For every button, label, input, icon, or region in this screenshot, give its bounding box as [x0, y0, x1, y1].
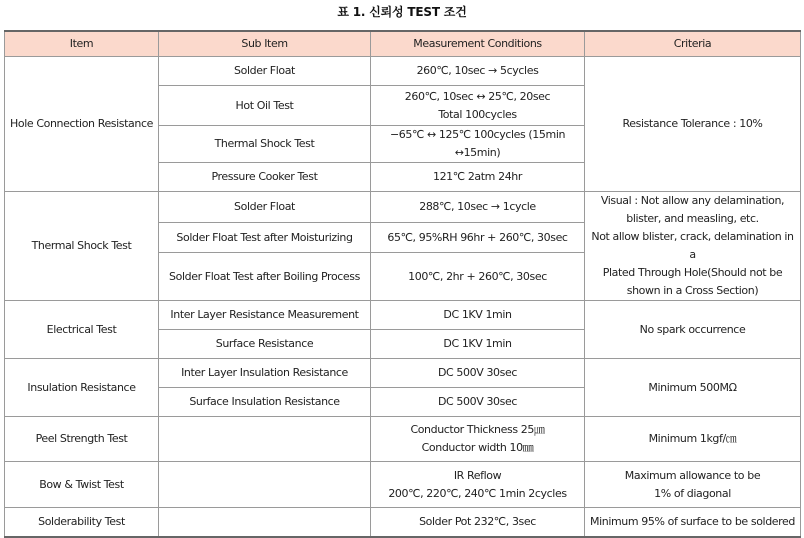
- condition-line: 121℃ 2atm 24hr: [432, 170, 522, 183]
- condition-cell: [371, 330, 585, 359]
- table-row: [5, 57, 801, 86]
- sub-item-cell: [159, 462, 371, 508]
- criteria-cell: [585, 508, 801, 537]
- table-row: [5, 301, 801, 330]
- condition-cell: [371, 163, 585, 192]
- condition-cell: [371, 508, 585, 537]
- criteria-cell: [585, 301, 801, 359]
- condition-cell: [371, 126, 585, 163]
- condition-line: 288℃, 10sec → 1cycle: [419, 199, 536, 213]
- criteria-cell: [585, 462, 801, 508]
- sub-item-cell: Thermal Shock Test: [159, 126, 371, 163]
- condition-line: −65℃ ↔ 125℃ 100cycles (15min ↔15min): [389, 128, 566, 159]
- condition-line: Total 100cycles: [438, 107, 517, 121]
- criteria-line: Minimum 95% of surface to be soldered: [590, 514, 795, 528]
- reliability-test-table: [4, 30, 801, 538]
- condition-cell: [371, 192, 585, 223]
- criteria-line: Minimum 500MΩ: [648, 380, 737, 394]
- criteria-line: Minimum 1kgf/㎝: [648, 432, 737, 445]
- sub-item-cell: Surface Resistance: [159, 330, 371, 359]
- condition-cell: [371, 462, 585, 508]
- sub-item-cell: Pressure Cooker Test: [159, 163, 371, 192]
- sub-item-cell: Inter Layer Insulation Resistance: [159, 359, 371, 388]
- criteria-line: Plated Through Hole(Should not be: [602, 266, 783, 279]
- sub-item-cell: [159, 417, 371, 462]
- item-cell: Peel Strength Test: [5, 417, 159, 462]
- header-criteria: Criteria: [585, 31, 801, 57]
- sub-item-cell: Solder Float: [159, 192, 371, 223]
- header-sub-item: Sub Item: [159, 31, 371, 57]
- criteria-cell: [585, 417, 801, 462]
- header-item: Item: [5, 31, 159, 57]
- sub-item-cell: Hot Oil Test: [159, 86, 371, 126]
- condition-cell: [371, 301, 585, 330]
- condition-line: DC 1KV 1min: [443, 308, 512, 321]
- criteria-cell: [585, 359, 801, 417]
- table-row: [5, 359, 801, 388]
- criteria-line: shown in a Cross Section): [626, 284, 759, 297]
- sub-item-cell: Solder Float Test after Moisturizing: [159, 222, 371, 253]
- sub-item-cell: Solder Float: [159, 57, 371, 86]
- criteria-cell: [585, 192, 801, 301]
- condition-line: Conductor width 10㎜: [421, 441, 534, 454]
- criteria-line: Visual : Not allow any delamination,: [600, 194, 785, 207]
- table-row: [5, 508, 801, 537]
- table-row: [5, 417, 801, 462]
- condition-cell: [371, 253, 585, 301]
- condition-cell: [371, 417, 585, 462]
- sub-item-cell: [159, 508, 371, 537]
- item-cell: Hole Connection Resistance: [5, 57, 159, 192]
- item-cell: Bow & Twist Test: [5, 462, 159, 508]
- criteria-line: Not allow blister, crack, delamination in a: [591, 230, 794, 261]
- condition-line: Solder Pot 232℃, 3sec: [419, 514, 536, 528]
- condition-cell: [371, 388, 585, 417]
- condition-line: IR Reflow: [453, 468, 502, 482]
- condition-line: Conductor Thickness 25㎛: [410, 423, 545, 436]
- condition-cell: [371, 57, 585, 86]
- condition-line: 100℃, 2hr + 260℃, 30sec: [408, 269, 547, 283]
- criteria-line: Resistance Tolerance : 10%: [622, 117, 763, 130]
- condition-line: DC 500V 30sec: [437, 366, 517, 379]
- table-header: [5, 31, 801, 57]
- condition-line: 65℃, 95%RH 96hr + 260℃, 30sec: [387, 230, 568, 244]
- sub-item-cell: Surface Insulation Resistance: [159, 388, 371, 417]
- table-caption: 표 1. 신뢰성 TEST 조건: [337, 5, 467, 19]
- condition-line: DC 1KV 1min: [443, 337, 512, 350]
- condition-cell: [371, 86, 585, 126]
- sub-item-cell: Solder Float Test after Boiling Process: [159, 253, 371, 301]
- item-cell: Electrical Test: [5, 301, 159, 359]
- item-cell: Thermal Shock Test: [5, 192, 159, 301]
- criteria-line: No spark occurrence: [639, 322, 746, 336]
- condition-cell: [371, 359, 585, 388]
- sub-item-cell: Inter Layer Resistance Measurement: [159, 301, 371, 330]
- criteria-line: Maximum allowance to be: [624, 468, 761, 482]
- item-cell: Solderability Test: [5, 508, 159, 537]
- condition-line: 260℃, 10sec ↔ 25℃, 20sec: [404, 89, 551, 103]
- table-row: [5, 462, 801, 508]
- condition-line: 200℃, 220℃, 240℃ 1min 2cycles: [388, 486, 567, 500]
- table-body: [5, 57, 801, 537]
- condition-cell: [371, 222, 585, 253]
- table-row: [5, 192, 801, 223]
- criteria-line: blister, and measling, etc.: [626, 212, 759, 225]
- header-measurement-conditions: Measurement Conditions: [371, 31, 585, 57]
- condition-line: DC 500V 30sec: [437, 395, 517, 408]
- condition-line: 260℃, 10sec → 5cycles: [416, 64, 539, 77]
- criteria-line: 1% of diagonal: [654, 486, 731, 500]
- criteria-cell: [585, 57, 801, 192]
- item-cell: Insulation Resistance: [5, 359, 159, 417]
